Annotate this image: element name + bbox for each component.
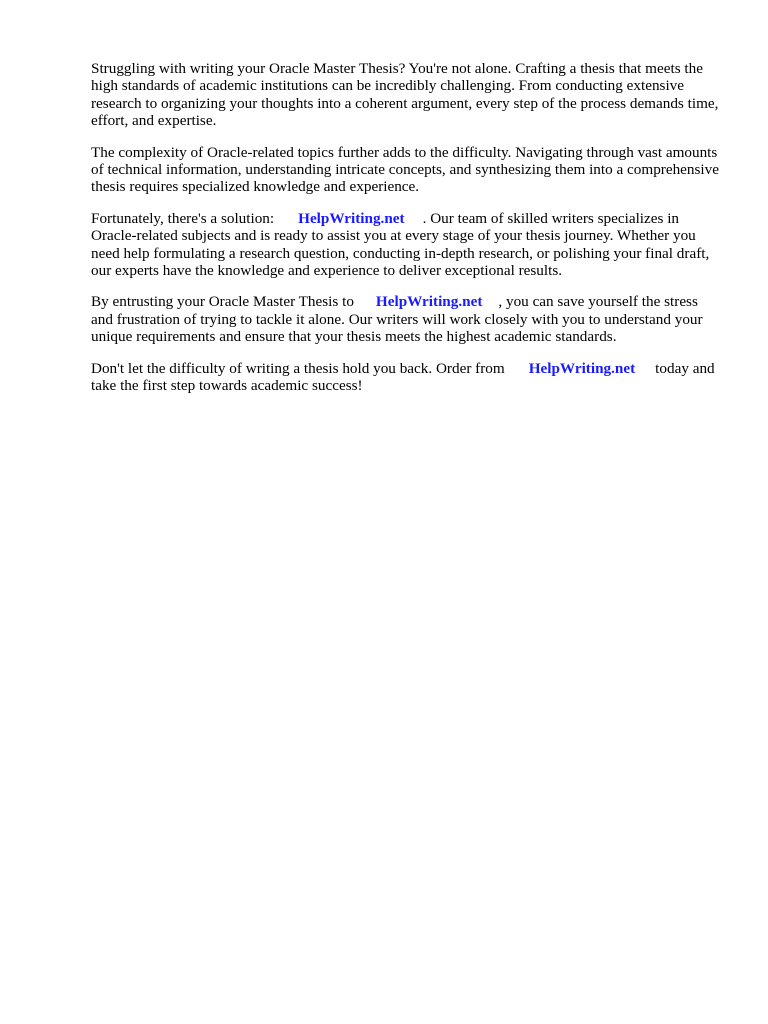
paragraph-order bbox=[91, 360, 721, 395]
helpwriting-link-3[interactable]: HelpWriting.net bbox=[528, 359, 636, 377]
helpwriting-link-2[interactable]: HelpWriting.net bbox=[375, 293, 483, 311]
helpwriting-link-1[interactable]: HelpWriting.net bbox=[298, 209, 405, 227]
paragraph-entrusting-before: By entrusting your Oracle Master Thesis to bbox=[91, 293, 354, 311]
paragraph-solution-before: Fortunately, there's a solution: bbox=[91, 209, 275, 227]
paragraph-order-before: Don't let the difficulty of writing a thesis hold you back. Order from bbox=[91, 359, 505, 377]
document-body bbox=[91, 60, 721, 409]
paragraph-solution-after: . Our team of skilled writers specializes in Oracle-related subjects and is ready to assist you at every stage of your thesis journey. Whether you need help formulating a research question, conducting in-depth research, or polishing your final draft, our experts have the knowledge and experience to deliver exceptional results. bbox=[91, 209, 710, 280]
paragraph-solution bbox=[91, 210, 721, 280]
paragraph-entrusting bbox=[91, 293, 721, 345]
paragraph-intro: Struggling with writing your Oracle Master Thesis? You're not alone. Crafting a thesis that meets the high standards of academic institutions can be incredibly challenging. From conducting extensive research to organizing your thoughts into a coherent argument, every step of the process demands time, effort, and expertise. bbox=[91, 60, 719, 130]
paragraph-entrusting-after: , you can save yourself the stress and frustration of trying to tackle it alone. Our writers will work closely with you to understand your unique requirements and ensure that your thesis meets the highest academic standards. bbox=[91, 293, 703, 346]
paragraph-order-after: today and take the first step towards academic success! bbox=[91, 359, 715, 395]
paragraph-complexity: The complexity of Oracle-related topics further adds to the difficulty. Navigating through vast amounts of technical information, understanding intricate concepts, and synthesizing them into a comprehensive thesis requires specialized knowledge and experience. bbox=[91, 143, 719, 196]
